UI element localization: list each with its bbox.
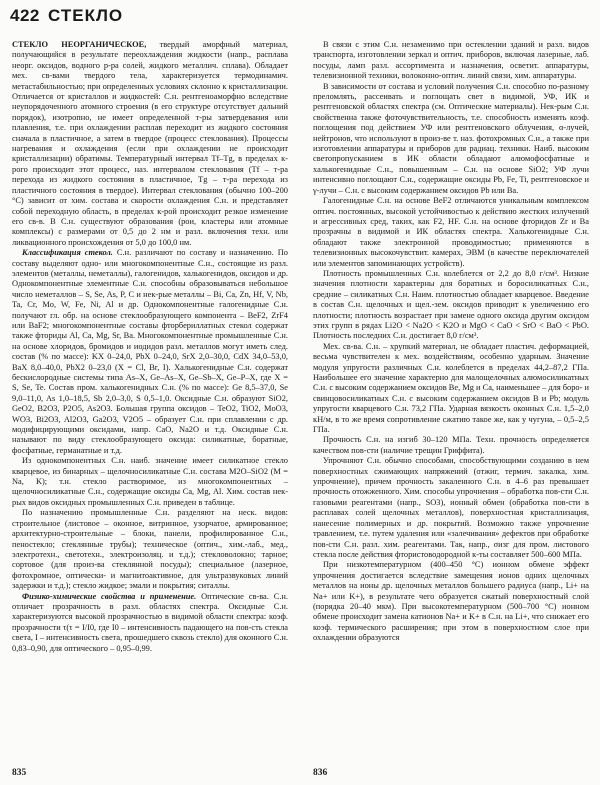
left-column	[12, 40, 288, 758]
classification-paragraph	[12, 248, 288, 456]
properties-heading: Физико-химические свойства и применение.	[22, 591, 197, 601]
optics-paragraph: В зависимости от состава и условий получения С.н. способно по-разному преломлять, рассеивать и поглощать свет в видимой, УФ, ИК и рентгеновской областях спектра (см. Оптические материалы). Нек-рым С.н. свойственна также фоточувствительность, т.е. способность изменять коэф. поглощения под действием УФ или рентгеновского облучения, α-лучей, нейтронов, что используют в произ-ве т. наз. фотохромных С.н., а также при изготовлении аппаратуры и приборов для радиац. техники. Наиб. высоким светопропусканием в ИК области обладают алюмофосфатные и халькогенидные С.н., повышенным – С.н. на основе SiO2; УФ лучи интенсивно поглощают С.н., содержащие оксиды Pb, Fe, Ti, рентгеновское и γ-лучи – С.н. с высоким содержанием оксидов Pb или Ba.	[313, 81, 589, 195]
footer-page-right: 836	[313, 768, 328, 778]
right-column	[313, 40, 589, 758]
ion-exchange-paragraph: При низкотемпературном (400–450 °С) ионном обмене эффект упрочнения достигается вследствие замещения ионов одних щелочных металлов на ионы др. щелочных металлов большего радиуса (напр., Li+ на Na+ или K+), в результате чего образуется сжатый поверхностный слой (порядка 20–40 мкм). При высокотемпературном (500–700 °С) ионном обмене происходит замена катионов Na+ и K+ в С.н. на Li+, что снижает его коэф. термического расширения; при этом в поверхностном слое при охлаждении образуются	[313, 560, 589, 643]
entry-headword: СТЕКЛО НЕОРГАНИЧЕСКОЕ,	[12, 40, 147, 49]
applications-paragraph: В связи с этим С.н. незаменимо при остеклении зданий и разл. видов транспорта, изготовлении зеркал и оптич. приборов, включая лазерные, лаб. посуды, ламп разл. ассортимента и назначения, осветит. аппаратуры, телевизионной техники, волоконно-оптич. линий связи, хим. аппаратуры.	[313, 40, 589, 81]
halide-glass-paragraph: Галогенидные С.н. на основе BeF2 отличаются уникальным комплексом оптич. постоянных, высокой устойчивостью к действию жестких излучений и агрессивных сред, таких, как F2, HF. С.н. на основе фторидов Zr и Ba прозрачны в видимой и ИК областях спектра. Халькогенидные С.н. обладают также электронной проводимостью; применяются в телевизионных высокочувствит. камерах, ЭВМ (в качестве переключателей или элементов запоминающих устройств).	[313, 196, 589, 268]
page-number: 422	[10, 6, 40, 25]
strength-paragraph: Прочность С.н. на изгиб 30–120 МПа. Техн. прочность определяется качеством пов-сти (наличие трещин Гриффита).	[313, 435, 589, 455]
properties-paragraph	[12, 592, 288, 654]
footer-page-left: 835	[12, 768, 27, 778]
entry-intro-paragraph	[12, 40, 288, 248]
density-paragraph: Плотность промышленных С.н. колеблется от 2,2 до 8,0 г/см³. Низкие значения плотности характерны для боратных и боросиликатных С.н., средние – силикатных С.н. Наим. плотностью обладает кварцевое. Введение в состав С.н. щелочных и щел.-зем. оксидов приводит к увеличению его плотности; плотность возрастает при замене одного оксида другим оксидом этих групп в рядах Li2O < Na2O < K2O и MgO < CaO < SrO < BaO < PbO. Плотность последних С.н. достигает 8,0 г/см³.	[313, 268, 589, 341]
page-header	[10, 6, 590, 28]
purpose-paragraph: По назначению промышленные С.н. разделяют на неск. видов: строительное (листовое – оконное, витринное, узорчатое, армированное; архитектурно-строительные – блоки, панели, профилированное С.н., пеностекло; стеклянные трубы); техническое (оптич., хим.-лаб., мед., электротехн., светотехн., электроизоляц. и т.д.); стекловолокно; тарное; сортовое (для произ-ва стеклянной посуды); специальное (лазерное, фотохромное, оптически- и магнитоактивное, для ультразвуковых линий задержки и т.д.); стекло жидкое; эмали и покрытия; ситаллы.	[12, 508, 288, 591]
mechanical-paragraph: Мех. св-ва. С.н. – хрупкий материал, не обладает пластич. деформацией, весьма чувствителен к мех. воздействиям, особенно ударным. Значение модуля упругости различных С.н. колеблется в пределах 44,2–87,2 ГПа. Наибольшее его значение характерно для малощелочных алюмосиликатных С.н. с высоким содержанием оксидов Be, Mg и Ca, наименьшее – для боро- и свинцовосиликатных С.н. с высоким содержанием оксидов B и Pb; модуль упругости кварцевого С.н. 73,2 ГПа. Ударная вязкость оконных С.н. 1,5–2,0 кН/м, в то же время сопротивление сжатию такое же, как у чугуна, – 0,5–2,5 ГПа.	[313, 341, 589, 435]
hardening-paragraph: Упрочняют С.н. обычно способами, способствующими созданию в нем поверхностных сжимающих напряжений (отжиг, термич. закалка, хим. упрочнение), причем прочность закаленного С.н. в 4–6 раз превышает прочность отожженного. Хим. способы упрочнения – обработка пов-сти С.н. газовыми реагентами (напр., SO3), ионный обмен (обработка пов-сти в расплавах солей щелочных металлов), поверхностная кристаллизация, нанесение полимерных и др. покрытий. Возможно также упрочнение травлением, т.е. путем удаления или «залечивания» дефектов при обработке пов-сти С.н. разл. хим. реагентами. Так, напр., σизг для пром. листового стекла после действия фтористоводородной к-ты составляет 500–600 МПа.	[313, 456, 589, 559]
running-head: СТЕКЛО	[48, 6, 124, 25]
intro-text: твердый аморфный материал, получающийся в результате переохлаждения жидкости (напр., расплава неорг. оксидов, водного р-ра солей, жидкого металлич. сплава). Обладает мех. св-вами твердого тела, характеризуется термодинамич. метастабильностью; при определенных условиях склонно к кристаллизации. Отличается от кристаллов и жидкостей: С.н. рентгеноаморфно вследствие неупорядоченного атомного строения (в его структуре отсутствует дальний порядок), изотропно, не имеет определенной т-ры затвердевания или плавления, т.е. при охлаждении расплав переходит из жидкого состояния сначала в пластичное, а затем в твердое (процесс стеклования). Процессы нагревания и охлаждения (если при охлаждении не происходит кристаллизации) обратимы. Температурный интервал Tf–Tg, в пределах к-рого происходит этот процесс, наз. интервалом стеклования (Tf – т-ра перехода из жидкого состояния в пластичное, Tg – т-ра перехода из пластичного состояния в твердое). Интервал стеклования (обычно 100–200 °С) зависит от хим. состава и скорости охлаждения С.н. и представляет собой переходную область, в пределах к-рой происходит резкое изменение его св-в. В С.н. существуют образования (рои, кластеры или атомные комплексы) с размерами от 0,5 до 2 нм и разл. включения техн. или ликвационного происхождения от 5,0 до 100,0 нм.	[12, 40, 288, 247]
properties-text: Оптические св-ва. С.н. отличает прозрачность в разл. областях спектра. Оксидные С.н. характеризуются высокой прозрачностью в видимой области спектра: коэф. прозрачности τ(τ = I/I0, где I0 – интенсивность падающего на пов-сть стекла света, I – интенсивность света, прошедшего сквозь стекло) для оконного С.н. 0,83–0,90, для оптического – 0,95–0,99.	[12, 591, 288, 653]
composition-paragraph: Из однокомпонентных С.н. наиб. значение имеет силикатное стекло кварцевое, из бинарных – щелочносиликатные С.н. состава M2O–SiO2 (M = Na, K); т.н. стекло растворимое, из многокомпонентных – щелочносиликатные С.н., содержащие оксиды Ca, Mg, Al. Хим. состав нек-рых видов оксидных промышленных С.н. приведен в таблице.	[12, 456, 288, 507]
classification-text: С.н. различают по составу и назначению. По составу выделяют одно- или многокомпонентные С.н., состоящие из разл. элементов (металлы, неметаллы), галогенидов, халькогенидов, оксидов и др. Однокомпонентные элементные С.н. способны образовываться небольшое число неметаллов – S, Se, As, P, С и нек-рые металлы – Bi, Ca, Zn, Hf, V, Nb, Ta, Cr, Mo, W, Fe, Ni, Al и др. Однокомпонентные галогенидные С.н. получают гл. обр. на основе стеклообразующего компонента – BeF2, ZrF4 или BaF2; многокомпонентные составы фторбериллатных стекол содержат также фториды Al, Ca, Mg, Sr, Ba. Многокомпонентные промышленные С.н. на основе хлоридов, бромидов и иодидов разл. металлов могут иметь след. состав (% по массе): KX 0–24,0, PbX 0–24,0, SrX 2,0–30,0, CdX 34,0–53,0, BaX 8,0–40,0, PbX2 0–23,0 (X = Cl, Br, I). Халькогенидные С.н. содержат бескислородные системы типа As–X, Ge–As–X, Ge–Sb–X, Ge–P–X, где X = S, Se, Te. Состав пром. халькогенидных С.н. (% по массе): Ge 8,5–37,0, Se 9,0–11,0, As 1,0–18,5, Sb 2,0–3,0, S 0,5–1,0. Оксидные С.н. образуют SiO2, GeO2, B2O3, P2O5, As2O3. Большая группа оксидов – TeO2, TiO2, MoO3, WO3, Bi2O3, Al2O3, Ga2O3, V2O5 – образует С.н. при сплавлении с др. модифицирующими оксидами, напр. CaO, Na2O и т.д. Оксидные С.н. называют по виду стеклообразующего оксида: силикатные, боратные, фосфатные, германатные и т.д.	[12, 248, 288, 455]
classification-heading: Классификация стекол.	[22, 248, 113, 258]
